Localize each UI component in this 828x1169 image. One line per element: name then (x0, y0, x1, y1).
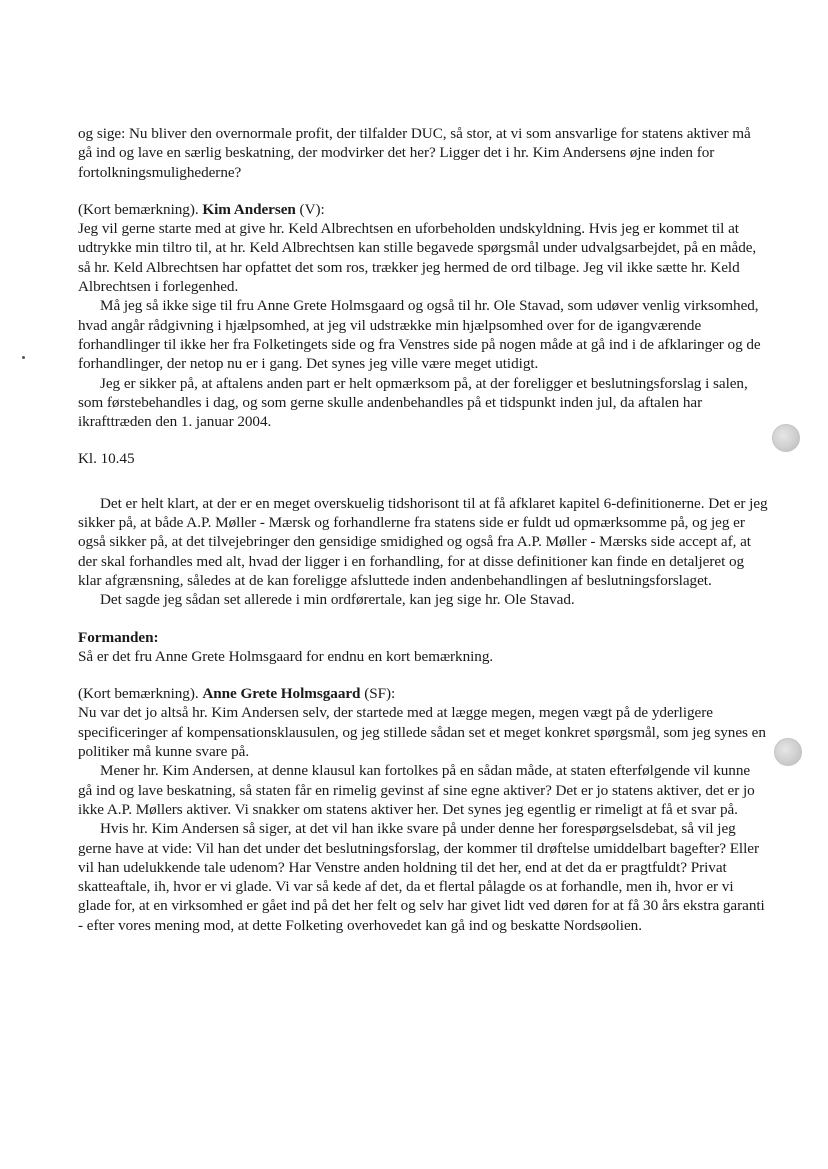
paragraph-question-end: og sige: Nu bliver den overnormale profit, der tilfalder DUC, så stor, at vi som ansvarlige for statens aktiver må gå ind og lave en særlig beskatning, der modvirker det her? Ligger det i hr. Kim Andersens øjne inden for fortolkningsmulighederne? (78, 125, 751, 181)
speech-paragraph: Nu var det jo altså hr. Kim Andersen selv, der startede med at lægge megen, megen vægt på de yderligere specificeringer af kompensationsklausulen, og jeg stillede sådan set et meget konkret spørgsmål, som jeg synes en politiker må kunne svare på. (78, 704, 766, 761)
speech-paragraph: Jeg vil gerne starte med at give hr. Keld Albrechtsen en uforbeholden undskyldning. Hvis jeg er kommet til at udtrykke min tiltro til, at hr. Keld Albrechtsen kan stille begavede spørgsmål under udvalgsarbejdet, på en måde, så hr. Keld Albrechtsen har opfattet det som ros, trækker jeg hermed de ord tilbage. Jeg vil ikke sætte hr. Keld Albrechtsen i forlegenhed. (78, 220, 757, 296)
speaker-line-kim-andersen (78, 200, 768, 219)
timestamp: Kl. 10.45 (78, 450, 135, 468)
speaker-name: Anne Grete Holmsgaard (202, 685, 361, 703)
speech-paragraph: Jeg er sikker på, at aftalens anden part er helt opmærksom på, at der foreligger et beslutningsforslag i salen, som førstebehandles i dag, og som gerne skulle andenbehandles på et tidspunkt inden jul, da aftalen har ikrafttræden den 1. januar 2004. (78, 374, 748, 431)
speech-paragraph: Mener hr. Kim Andersen, at denne klausul kan fortolkes på en sådan måde, at staten efterfølgende vil kunne gå ind og lave beskatning, så staten får en rimelig gevinst af sine egne aktiver? Det er jo statens aktiver, det er jo ikke A.P. Møllers aktiver. Vi snakker om statens aktiver her. Det synes jeg egentlig er rimeligt at få et svar på. (78, 762, 755, 818)
speaker-line-formanden (78, 628, 768, 647)
punch-hole-mark (774, 738, 802, 766)
speech-paragraph: Det er helt klart, at der er en meget overskuelig tidshorisont til at få afklaret kapitel 6-definitionerne. Det er jeg sikker på, at både A.P. Møller - Mærsk og forhandlerne fra statens side er fuldt ud opmærksomme på, og jeg er også sikker på, at det tilvejebringer den gensidige smidighed og også fra A.P. Møller - Mærsks side accept af, at der skal forhandles med alt, hvad der ligger i en forhandling, for at disse definitioner kan finde en detaljeret og klar afgrænsning, således at de kan foreligge afsluttede inden andenbehandlingen af beslutningsforslaget. (78, 494, 768, 589)
speaker-name: Formanden: (78, 628, 159, 646)
speech-paragraph: Må jeg så ikke sige til fru Anne Grete Holmsgaard og også til hr. Ole Stavad, som udøver venlig virksomhed, hvad angår rådgivning i hjælpsomhed, at jeg vil udstrække min hjælpsomhed over for de igangværende forhandlinger til ikke her fra Folketingets side og fra Venstres side på nogen måde at gå ind i de afklaringer og de forhandlinger, der netop nu er i gang. Det synes jeg ville være meget utidigt. (78, 297, 761, 373)
punch-hole-mark (772, 424, 800, 452)
speech-paragraph: Det sagde jeg sådan set allerede i min ordførertale, kan jeg sige hr. Ole Stavad. (100, 591, 575, 609)
speaker-name: Kim Andersen (202, 200, 296, 218)
short-remark-prefix: (Kort bemærkning). (78, 200, 203, 218)
speaker-line-anne-grete-holmsgaard (78, 684, 768, 703)
short-remark-prefix: (Kort bemærkning). (78, 685, 203, 703)
speech-paragraph: Så er det fru Anne Grete Holmsgaard for endnu en kort bemærkning. (78, 647, 494, 665)
scan-speck (22, 356, 25, 359)
speaker-party: (SF): (360, 685, 396, 703)
speaker-party: (V): (295, 200, 325, 218)
speech-paragraph: Hvis hr. Kim Andersen så siger, at det vil han ikke svare på under denne her forespørgselsdebat, så vil jeg gerne have at vide: Vil han det under det beslutningsforslag, der kommer til drøftelse umiddelbart bagefter? Eller vil han udelukkende tale udenom? Har Venstre anden holdning til det her, end at det da er pragtfuldt? Privat skatteaftale, ih, hvor er vi glade. Vi var så kede af det, da et flertal pålagde os at forhandle, men ih, hvor er vi glade for, at en virksomhed er gået ind på det her felt og selv har givet lidt ved døren for at få 30 års ekstra garanti - efter vores mening mod, at dette Folketing overhovedet kan gå ind og beskatte Nordsøolien. (78, 820, 765, 934)
document-page (78, 124, 768, 935)
